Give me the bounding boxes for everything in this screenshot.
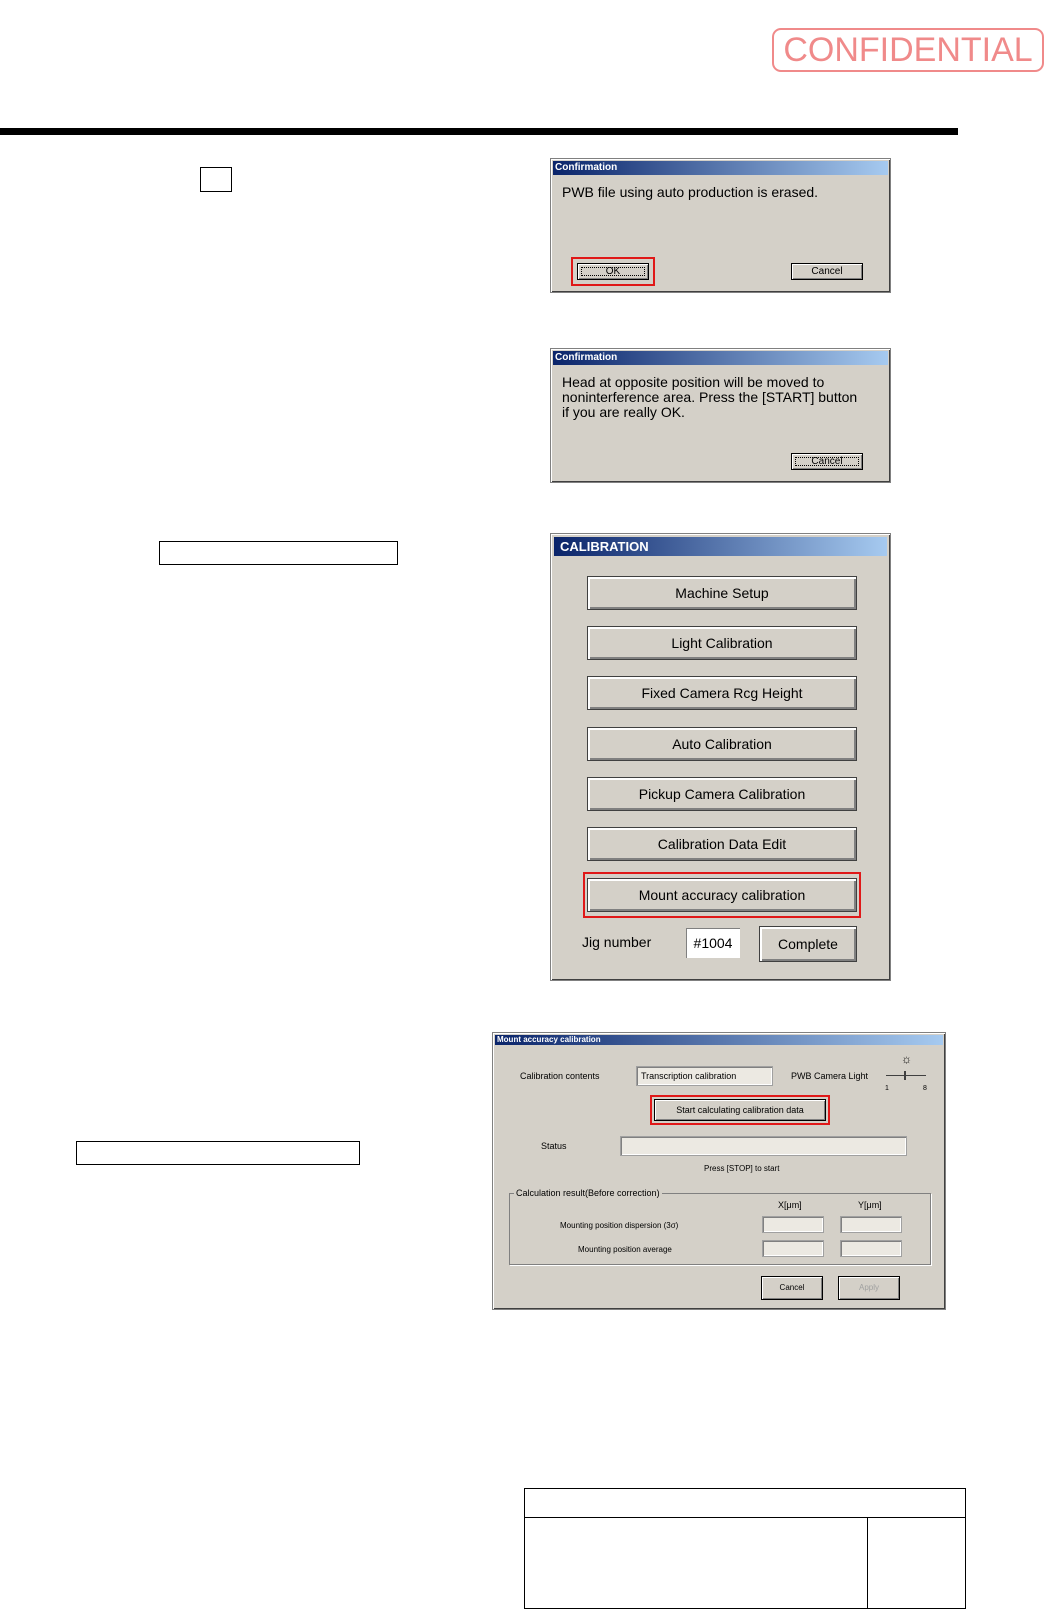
status-hint: Press [STOP] to start: [704, 1164, 780, 1173]
calibration-contents-field[interactable]: Transcription calibration: [636, 1066, 773, 1086]
dispersion-y-field: [840, 1216, 902, 1233]
status-label: Status: [541, 1141, 567, 1151]
light-sun-icon: ☼: [901, 1052, 912, 1066]
calibration-data-edit-button[interactable]: Calibration Data Edit: [587, 827, 857, 861]
calibration-title: CALIBRATION: [554, 537, 887, 556]
callout-box-mount-accuracy: [159, 541, 398, 565]
header-rule: [0, 128, 958, 135]
dispersion-x-field: [762, 1216, 824, 1233]
calibration-contents-label: Calibration contents: [520, 1071, 600, 1081]
callout-box-start-calculating: [76, 1141, 360, 1165]
jig-number-label: Jig number: [582, 934, 652, 950]
dispersion-label: Mounting position dispersion (3σ): [560, 1221, 679, 1230]
fixed-camera-rcg-height-button[interactable]: Fixed Camera Rcg Height: [587, 676, 857, 710]
slider-thumb[interactable]: [904, 1071, 906, 1080]
complete-button[interactable]: Complete: [759, 926, 857, 962]
average-y-field: [840, 1240, 902, 1257]
confirmation-dialog-erase: [550, 158, 891, 293]
dialog-message: PWB file using auto production is erased.: [562, 184, 819, 200]
light-min-label: 1: [885, 1085, 889, 1092]
light-calibration-button[interactable]: Light Calibration: [587, 626, 857, 660]
cancel-button[interactable]: Cancel: [791, 263, 863, 280]
average-label: Mounting position average: [578, 1245, 672, 1254]
dialog-message: Head at opposite position will be moved to noninterference area. Press the [START] button if you are really OK.: [562, 374, 858, 420]
mount-accuracy-calibration-button[interactable]: Mount accuracy calibration: [587, 878, 857, 912]
pwb-camera-light-label: PWB Camera Light: [791, 1071, 869, 1081]
apply-button[interactable]: Apply: [838, 1276, 900, 1300]
highlight-start-calculating: [650, 1095, 830, 1125]
start-calculating-button[interactable]: Start calculating calibration data: [654, 1099, 826, 1121]
group-label: Calculation result(Before correction): [516, 1188, 660, 1198]
column-x-header: X[μm]: [778, 1200, 802, 1210]
dialog-title: Confirmation: [553, 161, 888, 175]
cancel-button[interactable]: Cancel: [791, 453, 863, 470]
mount-title: Mount accuracy calibration: [495, 1035, 943, 1045]
footer-table: [524, 1488, 966, 1609]
jig-number-field[interactable]: #1004: [686, 928, 740, 958]
mount-accuracy-window: [492, 1032, 946, 1310]
dialog-title: Confirmation: [553, 351, 888, 365]
confidential-stamp: CONFIDENTIAL: [772, 28, 1044, 72]
auto-calibration-button[interactable]: Auto Calibration: [587, 727, 857, 761]
slider-track: [886, 1075, 926, 1076]
calculation-result-group: [509, 1188, 931, 1265]
callout-box-ok: [200, 167, 232, 192]
footer-table-header-line: [525, 1517, 965, 1518]
highlight-ok: [571, 257, 655, 286]
machine-setup-button[interactable]: Machine Setup: [587, 576, 857, 610]
status-field: [620, 1136, 907, 1156]
footer-table-divider: [867, 1517, 868, 1609]
pickup-camera-calibration-button[interactable]: Pickup Camera Calibration: [587, 777, 857, 811]
calibration-window: [550, 533, 891, 981]
average-x-field: [762, 1240, 824, 1257]
confirmation-dialog-head-move: [550, 348, 891, 483]
light-max-label: 8: [923, 1085, 927, 1092]
cancel-button[interactable]: Cancel: [761, 1276, 823, 1300]
ok-button[interactable]: OK: [577, 263, 649, 280]
highlight-mount-accuracy: [583, 872, 861, 918]
light-slider[interactable]: [886, 1071, 926, 1081]
column-y-header: Y[μm]: [858, 1200, 882, 1210]
